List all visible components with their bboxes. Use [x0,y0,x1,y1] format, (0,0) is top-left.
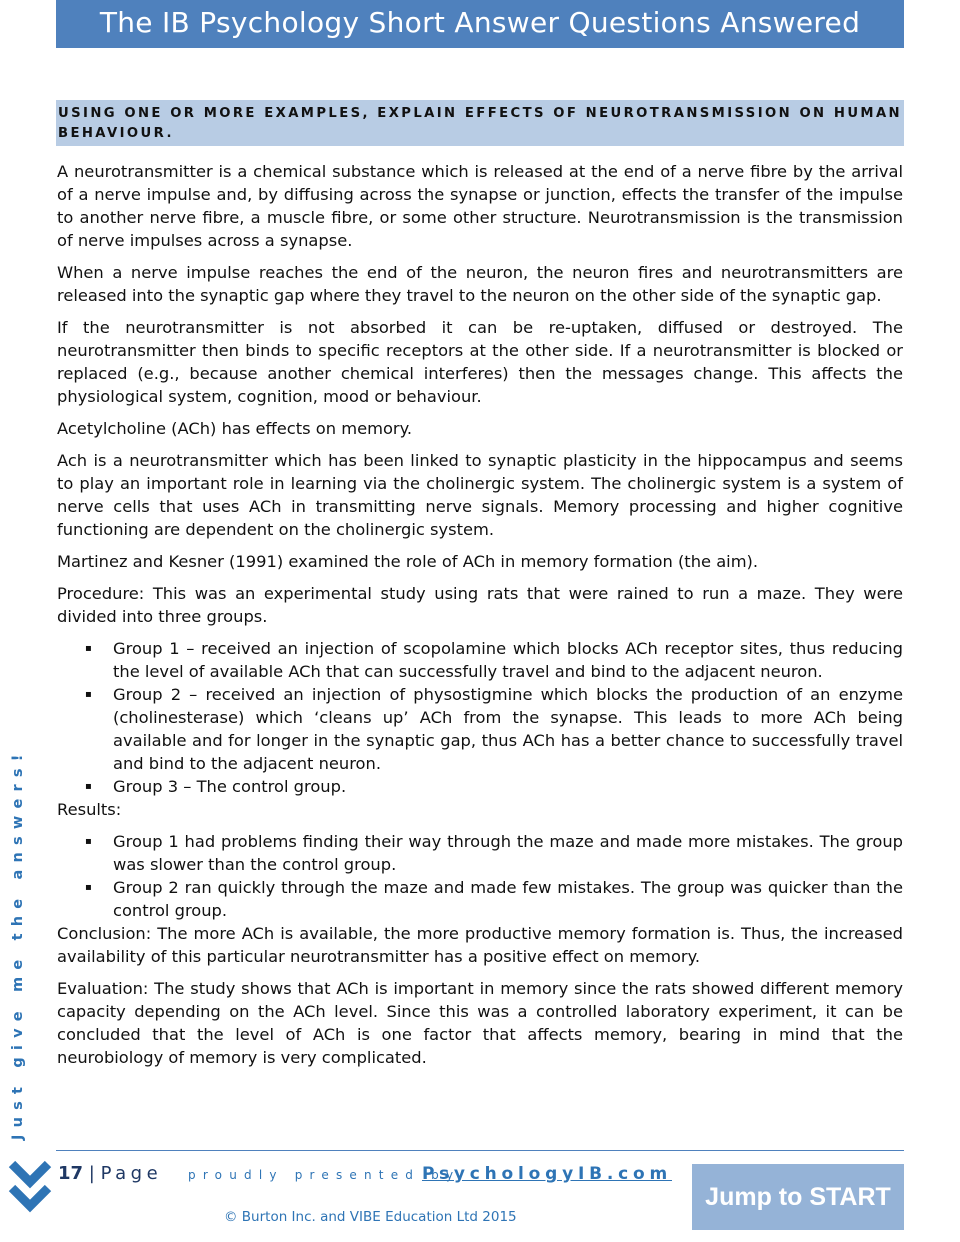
page-number-separator: | [88,1163,95,1184]
results-list [57,830,903,922]
list-item [57,637,903,683]
paragraph-definition: A neurotransmitter is a chemical substance which is released at the end of a nerve fibre by the arrival of a nerve impulse and, by diffusing across the synapse or junction, effects the transfer of the impulse to another nerve fibre, a muscle fibre, or some other structure. Neurotransmission is the transmission of nerve impulses across a synapse. [57,162,903,250]
copyright-notice: © Burton Inc. and VIBE Education Ltd 2015 [224,1209,517,1225]
bullet-icon: ▪ [85,689,92,700]
list-item [57,683,903,775]
paragraph-conclusion: Conclusion: The more ACh is available, the more productive memory formation is. Thus, the increased availability of this particular neurotransmitter has a positive effect on memory. [57,924,903,966]
results-label: Results: [57,800,122,819]
site-link[interactable]: PsychologyIB.com [422,1164,672,1184]
bullet-icon: ▪ [85,781,92,792]
page-number-value: 17 [58,1163,84,1184]
page-number [58,1163,162,1184]
paragraph-reuptake: If the neurotransmitter is not absorbed it can be re-uptaken, diffused or destroyed. The neurotransmitter then binds to specific receptors at the other side. If a neurotransmitter is blocked or replaced (e.g., because another chemical interferes) then the messages change. This affects the physiological system, cognition, mood or behaviour. [57,318,903,406]
paragraph-ach-intro: Acetylcholine (ACh) has effects on memory. [57,419,413,438]
double-chevron-icon [8,1158,52,1228]
paragraph-cholinergic: Ach is a neurotransmitter which has been linked to synaptic plasticity in the hippocampus and seems to play an important role in learning via the cholinergic system. The cholinergic system is a system of nerve cells that uses ACh in transmitting nerve signals. Memory processing and higher cognitive functioning are dependent on the cholinergic system. [57,451,903,539]
list-item-text: Group 3 – The control group. [113,777,347,796]
page-word: Page [100,1163,163,1184]
sidebar-tagline: Just give me the answers! [10,747,26,1140]
list-item [57,775,903,798]
paragraph-procedure: Procedure: This was an experimental study using rats that were rained to run a maze. They were divided into three groups. [57,584,903,626]
list-item-text: Group 2 ran quickly through the maze and made few mistakes. The group was quicker than the control group. [113,878,903,920]
paragraph-evaluation: Evaluation: The study shows that ACh is important in memory since the rats showed different memory capacity depending on the ACh level. Since this was a controlled laboratory experiment, it can be concluded that the level of ACh is one factor that affects memory, bearing in mind that the neurobiology of memory is very complicated. [57,979,903,1067]
presented-by-text: proudly presented by [188,1168,461,1182]
list-item-text: Group 1 had problems finding their way through the maze and made more mistakes. The group was slower than the control group. [113,832,903,874]
groups-list [57,637,903,798]
bullet-icon: ▪ [85,882,92,893]
bullet-icon: ▪ [85,836,92,847]
bullet-icon: ▪ [85,643,92,654]
page-header-title: The IB Psychology Short Answer Questions Answered [56,0,904,48]
list-item [57,830,903,876]
list-item-text: Group 1 – received an injection of scopolamine which blocks ACh receptor sites, thus reducing the level of available ACh that can successfully travel and bind to the adjacent neuron. [113,639,903,681]
jump-to-start-button[interactable]: Jump to START [692,1164,904,1230]
paragraph-nerve-impulse: When a nerve impulse reaches the end of the neuron, the neuron fires and neurotransmitters are released into the synaptic gap where they travel to the neuron on the other side of the synaptic gap. [57,263,903,305]
list-item-text: Group 2 – received an injection of physostigmine which blocks the production of an enzyme (cholinesterase) which ‘cleans up’ ACh from the synapse. This leads to more ACh being available and for longer in the synaptic gap, thus ACh has a better chance to successfully travel and bind to the adjacent neuron. [113,685,903,773]
list-item [57,876,903,922]
question-heading: USING ONE OR MORE EXAMPLES, EXPLAIN EFFECTS OF NEUROTRANSMISSION ON HUMAN BEHAVIOUR. [58,106,902,141]
answer-body [57,160,903,1078]
paragraph-study-aim: Martinez and Kesner (1991) examined the role of ACh in memory formation (the aim). [57,552,759,571]
footer-divider [56,1150,904,1151]
